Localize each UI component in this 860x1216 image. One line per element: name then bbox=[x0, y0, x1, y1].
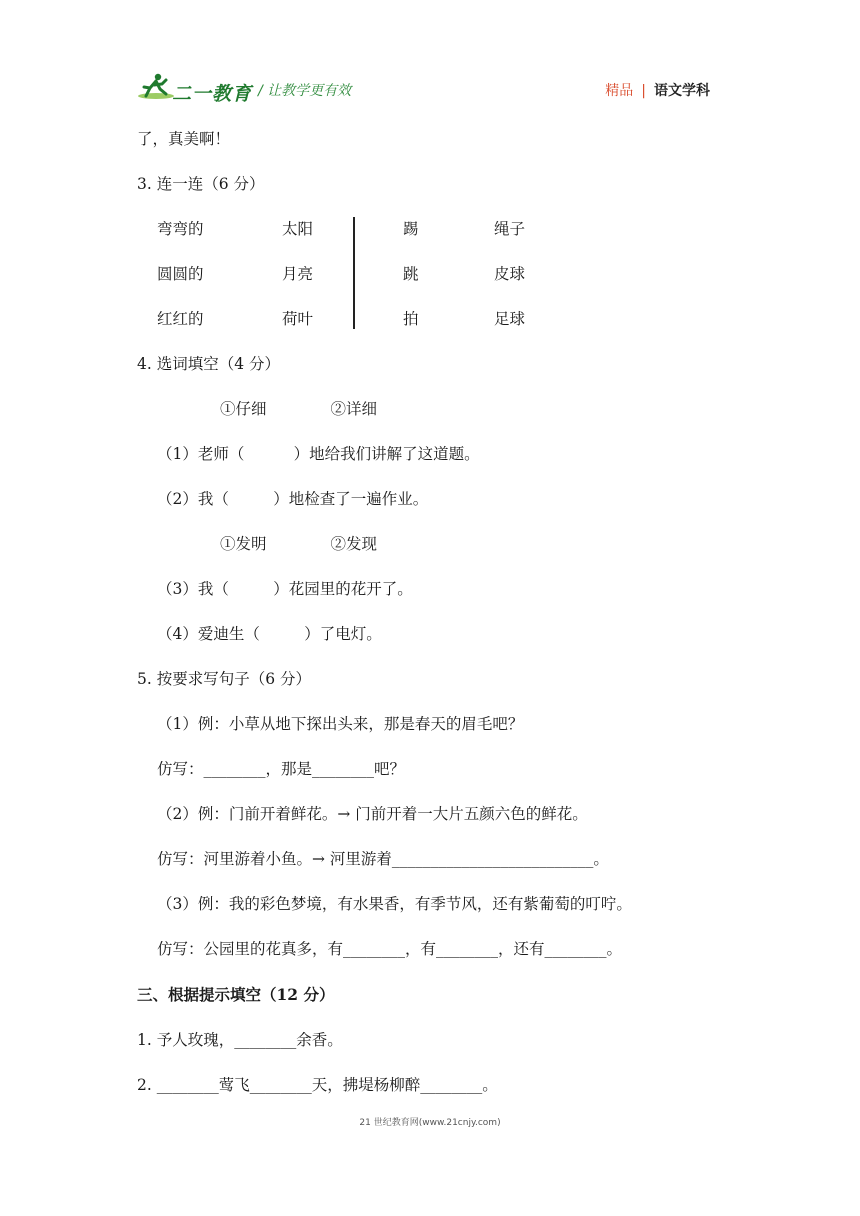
subject-tag bbox=[605, 80, 710, 100]
slogan: / 让教学更有效 bbox=[258, 83, 352, 99]
q5-example-1: （1）例：小草从地下探出头来，那是春天的眉毛吧？ bbox=[157, 715, 524, 733]
q5-example-3: （3）例：我的彩色梦境，有水果香，有季节风，还有紫葡萄的叮咛。 bbox=[157, 895, 632, 913]
match-left-a-1: 弯弯的 bbox=[157, 220, 204, 238]
section-3-title: 三、根据提示填空（12 分） bbox=[137, 985, 335, 1004]
match-right-a-1: 踢 bbox=[403, 220, 419, 238]
q5-imitate-1: 仿写：________，那是________吧？ bbox=[157, 760, 406, 778]
match-right-b-3: 足球 bbox=[494, 310, 526, 328]
match-right-b-1: 绳子 bbox=[494, 220, 526, 238]
q4-options-1: ①仔细 ②详细 bbox=[220, 400, 378, 418]
q4-sentence-2: （2）我（ ）地检查了一遍作业。 bbox=[157, 490, 429, 508]
q5-imitate-3: 仿写：公园里的花真多，有________，有________，还有________。 bbox=[157, 940, 623, 958]
logo-text: 二一教育 bbox=[172, 83, 253, 105]
q5-example-2: （2）例：门前开着鲜花。→ 门前开着一大片五颜六色的鲜花。 bbox=[157, 805, 588, 823]
match-left-b-2: 月亮 bbox=[282, 265, 314, 283]
page-footer: 21 世纪教育网(www.21cnjy.com) bbox=[359, 1118, 501, 1128]
match-right-a-3: 拍 bbox=[403, 310, 419, 328]
match-right-a-2: 跳 bbox=[403, 265, 419, 283]
q5-title: 5. 按要求写句子（6 分） bbox=[137, 670, 312, 688]
quality-label: 精品 bbox=[605, 83, 634, 99]
q3-title: 3. 连一连（6 分） bbox=[137, 175, 265, 193]
tag-separator: | bbox=[641, 83, 646, 99]
q5-imitate-2: 仿写：河里游着小鱼。→ 河里游着__________________________。 bbox=[157, 850, 609, 868]
q4-title: 4. 选词填空（4 分） bbox=[137, 355, 281, 373]
section-3-item-1: 1. 予人玫瑰，________余香。 bbox=[137, 1031, 343, 1049]
page-header bbox=[0, 66, 860, 114]
subject-label: 语文学科 bbox=[654, 83, 710, 99]
q4-sentence-4: （4）爱迪生（ ）了电灯。 bbox=[157, 625, 382, 643]
q4-options-2: ①发明 ②发现 bbox=[220, 535, 378, 553]
match-left-b-3: 荷叶 bbox=[282, 310, 314, 328]
match-right-b-2: 皮球 bbox=[494, 265, 526, 283]
section-3-item-2: 2. ________莺飞________天，拂堤杨柳醉________。 bbox=[137, 1076, 498, 1094]
q4-sentence-3: （3）我（ ）花园里的花开了。 bbox=[157, 580, 413, 598]
match-left-a-3: 红红的 bbox=[157, 310, 204, 328]
match-divider bbox=[353, 217, 355, 329]
match-left-b-1: 太阳 bbox=[282, 220, 314, 238]
text-line-continuation: 了，真美啊！ bbox=[137, 130, 231, 148]
q4-sentence-1: （1）老师（ ）地给我们讲解了这道题。 bbox=[157, 445, 480, 463]
match-left-a-2: 圆圆的 bbox=[157, 265, 204, 283]
